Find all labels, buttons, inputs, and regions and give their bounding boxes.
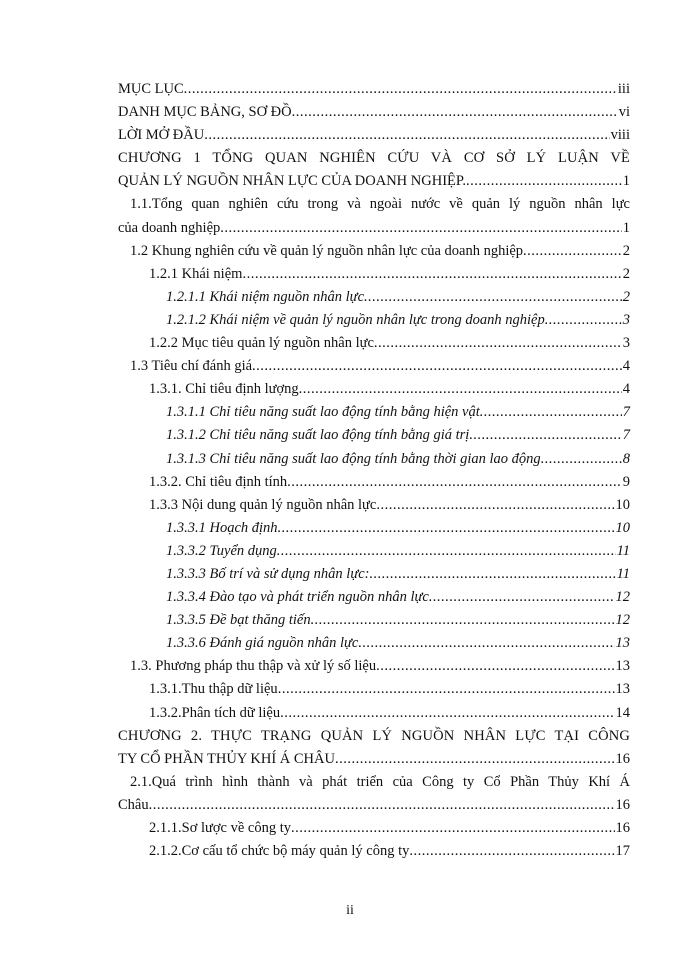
toc-page-number: 10 xyxy=(615,519,630,536)
toc-entry-title: 1.3. Phương pháp thu thập và xử lý số liệu xyxy=(130,658,377,675)
toc-entry-title: 1.3.3.1 Hoạch định xyxy=(166,519,278,536)
toc-page-number: 2 xyxy=(622,288,630,305)
dot-leader xyxy=(376,655,614,678)
toc-entry[interactable] xyxy=(118,286,630,309)
toc-entry-title: 1.3.1. Chỉ tiêu định lượng xyxy=(149,381,299,398)
toc-entry[interactable] xyxy=(118,540,630,563)
toc-entry[interactable] xyxy=(118,332,630,355)
dot-leader xyxy=(364,286,622,309)
toc-entry-title: QUẢN LÝ NGUỒN NHÂN LỰC CỦA DOANH NGHIỆP. xyxy=(118,173,466,190)
toc-entry[interactable] xyxy=(118,609,630,632)
toc-entry-title: 1.3.1.2 Chỉ tiêu năng suất lao động tính bằng giá trị xyxy=(166,427,470,444)
dot-leader xyxy=(545,309,622,332)
toc-page-number: 8 xyxy=(622,450,630,467)
toc-entry[interactable] xyxy=(118,494,630,517)
toc-page-number: 9 xyxy=(622,473,630,490)
toc-page-number: 7 xyxy=(622,404,630,421)
dot-leader xyxy=(278,678,615,701)
toc-entry-title-line: CHƯƠNG 2. THỰC TRẠNG QUẢN LÝ NGUỒN NHÂN LỰC TẠI CÔNG xyxy=(118,727,630,744)
toc-entry-title: 1.3.3.6 Đánh giá nguồn nhân lực xyxy=(166,635,359,652)
toc-entry-title: 1.2.1.1 Khái niệm nguồn nhân lực xyxy=(166,288,365,305)
toc-entry-title: 1.3.1.1 Chỉ tiêu năng suất lao động tính bằng hiện vật xyxy=(166,404,480,421)
toc-page-number: 10 xyxy=(615,496,630,513)
toc-entry[interactable] xyxy=(118,263,630,286)
toc-entry-title: 1.3.3 Nội dung quản lý nguồn nhân lực xyxy=(149,496,377,513)
toc-page-number: 2 xyxy=(622,265,630,282)
toc-entry[interactable] xyxy=(118,424,630,447)
toc-entry-title: 1.3.3.3 Bố trí và sử dụng nhân lực: xyxy=(166,565,370,582)
toc-entry[interactable] xyxy=(118,193,630,239)
dot-leader xyxy=(280,702,614,725)
toc-page-number: 3 xyxy=(622,335,630,352)
toc-page-number: 3 xyxy=(622,311,630,328)
toc-page-number: 4 xyxy=(622,358,630,375)
toc-entry[interactable] xyxy=(118,78,630,101)
toc-entry-title-line: 1.1.Tổng quan nghiên cứu trong và ngoài nước về quản lý nguồn nhân lực xyxy=(130,196,630,213)
toc-entry-title: LỜI MỞ ĐẦU xyxy=(118,127,205,144)
toc-entry[interactable] xyxy=(118,401,630,424)
dot-leader xyxy=(409,840,614,863)
toc-page-number: 12 xyxy=(615,589,630,606)
toc-entry-title: DANH MỤC BẢNG, SƠ ĐỒ xyxy=(118,104,292,121)
toc-entry[interactable] xyxy=(118,586,630,609)
toc-entry-title: 1.3.3.2 Tuyển dụng xyxy=(166,542,277,559)
toc-entry-title: 2.1.2.Cơ cấu tổ chức bộ máy quản lý công ty xyxy=(149,843,410,860)
toc-entry-title-line: CHƯƠNG 1 TỔNG QUAN NGHIÊN CỨU VÀ CƠ SỞ LÝ LUẬN VỀ xyxy=(118,150,630,167)
page-number: ii xyxy=(346,903,354,918)
dot-leader xyxy=(252,355,622,378)
dot-leader xyxy=(480,401,622,424)
toc-entry-title: 2.1.1.Sơ lược về công ty xyxy=(149,820,291,836)
toc-page-number: iii xyxy=(617,81,630,97)
toc-entry-title: 1.3.3.5 Đề bạt thăng tiến xyxy=(166,612,311,629)
toc-page-number: 4 xyxy=(622,381,630,398)
dot-leader xyxy=(358,632,614,655)
toc-entry[interactable] xyxy=(118,632,630,655)
toc-entry-title: của doanh nghiệp xyxy=(118,219,221,236)
toc-entry[interactable] xyxy=(118,771,630,817)
toc-page-number: 1 xyxy=(622,173,630,190)
toc-entry[interactable] xyxy=(118,817,630,840)
toc-page-number: vi xyxy=(618,104,630,121)
dot-leader xyxy=(292,101,618,124)
toc-entry-title: 1.2 Khung nghiên cứu về quản lý nguồn nhân lực của doanh nghiệp xyxy=(130,242,524,259)
dot-leader xyxy=(335,748,615,771)
toc-entry[interactable] xyxy=(118,147,630,193)
toc-entry[interactable] xyxy=(118,702,630,725)
toc-page-number: 2 xyxy=(622,242,630,259)
dot-leader xyxy=(374,332,622,355)
toc-page-number: 12 xyxy=(615,612,630,629)
dot-leader xyxy=(469,424,621,447)
toc-entry[interactable] xyxy=(118,471,630,494)
toc-entry[interactable] xyxy=(118,840,630,863)
toc-page-number: 11 xyxy=(616,542,630,559)
toc-page-number: 13 xyxy=(615,635,630,652)
toc-page-number: viii xyxy=(610,127,630,144)
dot-leader xyxy=(541,448,622,471)
dot-leader xyxy=(277,540,616,563)
toc-page-number: 1 xyxy=(622,219,630,236)
toc-entry-title: 1.3.2.Phân tích dữ liệu xyxy=(149,704,281,721)
toc-entry-title: 1.2.2 Mục tiêu quản lý nguồn nhân lực xyxy=(149,335,374,352)
toc-entry[interactable] xyxy=(118,355,630,378)
toc-page-number: 16 xyxy=(615,750,630,767)
dot-leader xyxy=(429,586,615,609)
toc-page-number: 14 xyxy=(615,704,630,721)
toc-page-number: 16 xyxy=(615,820,630,836)
dot-leader xyxy=(466,170,622,193)
dot-leader xyxy=(287,471,622,494)
dot-leader xyxy=(184,78,617,101)
toc-entry-title: 1.2.1 Khái niệm xyxy=(149,265,243,282)
dot-leader xyxy=(220,217,621,240)
toc-entry[interactable] xyxy=(118,124,630,147)
toc-entry[interactable] xyxy=(118,678,630,701)
toc-entry[interactable] xyxy=(118,309,630,332)
toc-entry-title: 1.3.3.4 Đào tạo và phát triển nguồn nhân lực xyxy=(166,589,429,606)
toc-page-number: 13 xyxy=(615,658,630,675)
toc-entry-title: 1.2.1.2 Khái niệm về quản lý nguồn nhân lực trong doanh nghiệp xyxy=(166,311,545,328)
toc-entry[interactable] xyxy=(118,448,630,471)
toc-entry[interactable] xyxy=(118,563,630,586)
toc-entry-title: 1.3.1.Thu thập dữ liệu xyxy=(149,681,278,698)
dot-leader xyxy=(278,517,615,540)
dot-leader xyxy=(376,494,614,517)
toc-page-number: 13 xyxy=(615,681,630,698)
toc-entry-title: 1.3.2. Chỉ tiêu định tính xyxy=(149,473,288,490)
dot-leader xyxy=(291,817,615,840)
toc-entry-title: MỤC LỤC xyxy=(118,81,184,97)
toc-entry[interactable] xyxy=(118,725,630,771)
toc-entry[interactable] xyxy=(118,240,630,263)
toc-entry-title: TY CỔ PHẦN THỦY KHÍ Á CHÂU xyxy=(118,750,335,767)
toc-entry-title: 1.3 Tiêu chí đánh giá xyxy=(130,358,253,375)
toc-page-number: 17 xyxy=(615,843,630,860)
toc-entry-title: 1.3.1.3 Chỉ tiêu năng suất lao động tính bằng thời gian lao động xyxy=(166,450,541,467)
toc-entry-title: Châu xyxy=(118,796,149,813)
dot-leader xyxy=(149,794,615,817)
toc-entry[interactable] xyxy=(118,101,630,124)
dot-leader xyxy=(242,263,621,286)
dot-leader xyxy=(311,609,615,632)
toc-entry[interactable] xyxy=(118,655,630,678)
dot-leader xyxy=(204,124,609,147)
toc-page-number: 16 xyxy=(615,796,630,813)
toc-page-number: 7 xyxy=(622,427,630,444)
dot-leader xyxy=(370,563,616,586)
dot-leader xyxy=(523,240,622,263)
table-of-contents xyxy=(118,78,630,863)
dot-leader xyxy=(299,378,622,401)
toc-entry[interactable] xyxy=(118,517,630,540)
toc-entry[interactable] xyxy=(118,378,630,401)
toc-entry-title-line: 2.1.Quá trình hình thành và phát triển của Công ty Cổ Phần Thủy Khí Á xyxy=(130,773,630,790)
toc-page-number: 11 xyxy=(616,565,630,582)
